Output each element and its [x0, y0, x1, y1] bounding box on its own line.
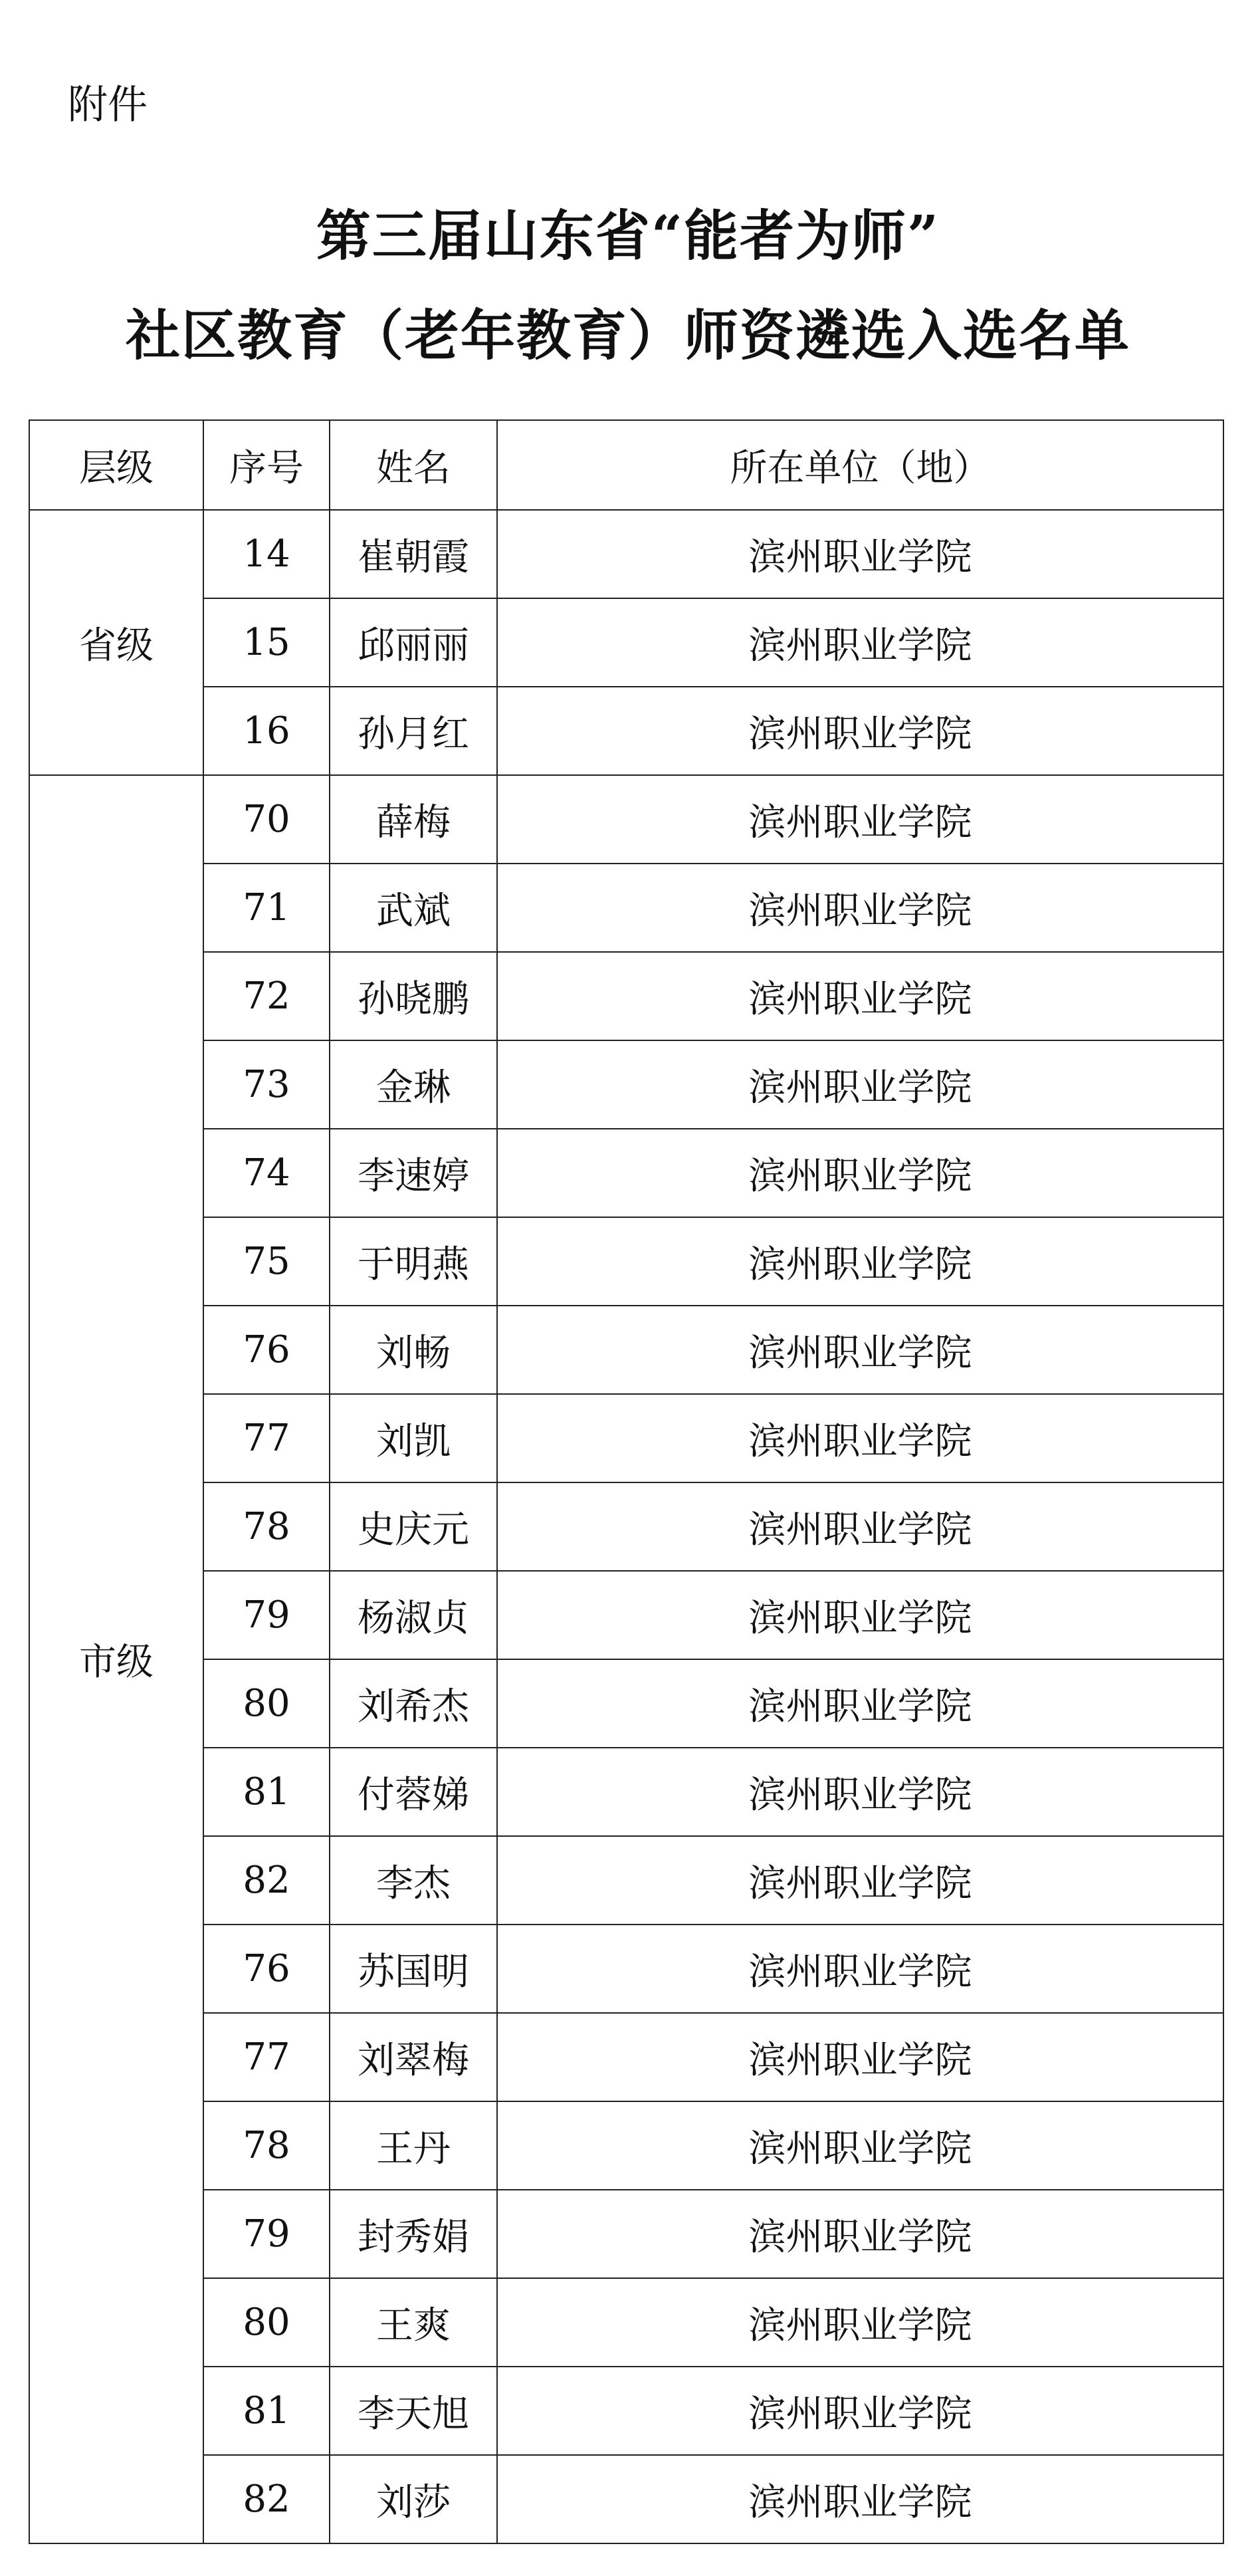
name-cell: 付蓉娣	[330, 1748, 497, 1836]
unit-cell: 滨州职业学院	[497, 510, 1223, 598]
unit-cell: 滨州职业学院	[497, 2367, 1223, 2455]
name-cell: 李杰	[330, 1836, 497, 1925]
unit-cell: 滨州职业学院	[497, 864, 1223, 952]
unit-cell: 滨州职业学院	[497, 775, 1223, 864]
seq-cell: 77	[203, 1394, 330, 1482]
seq-cell: 16	[203, 687, 330, 775]
table-row	[29, 864, 1223, 952]
table-row	[29, 1748, 1223, 1836]
unit-cell: 滨州职业学院	[497, 1659, 1223, 1748]
name-cell: 孙月红	[330, 687, 497, 775]
table-row	[29, 1040, 1223, 1129]
unit-cell: 滨州职业学院	[497, 598, 1223, 687]
table-row	[29, 1394, 1223, 1482]
header-unit: 所在单位（地）	[497, 420, 1223, 510]
seq-cell: 77	[203, 2013, 330, 2101]
name-cell: 刘凯	[330, 1394, 497, 1482]
table-row	[29, 1571, 1223, 1659]
seq-cell: 81	[203, 2367, 330, 2455]
seq-cell: 14	[203, 510, 330, 598]
header-name: 姓名	[330, 420, 497, 510]
seq-cell: 15	[203, 598, 330, 687]
level-cell: 市级	[29, 775, 203, 2543]
seq-cell: 76	[203, 1925, 330, 2013]
name-cell: 刘翠梅	[330, 2013, 497, 2101]
unit-cell: 滨州职业学院	[497, 2278, 1223, 2367]
seq-cell: 78	[203, 2101, 330, 2190]
unit-cell: 滨州职业学院	[497, 1306, 1223, 1394]
unit-cell: 滨州职业学院	[497, 2013, 1223, 2101]
seq-cell: 80	[203, 2278, 330, 2367]
name-cell: 刘莎	[330, 2455, 497, 2543]
unit-cell: 滨州职业学院	[497, 2190, 1223, 2278]
level-cell: 省级	[29, 510, 203, 775]
seq-cell: 79	[203, 2190, 330, 2278]
unit-cell: 滨州职业学院	[497, 1394, 1223, 1482]
table-row	[29, 598, 1223, 687]
table-row	[29, 2455, 1223, 2543]
table-row	[29, 1129, 1223, 1217]
unit-cell: 滨州职业学院	[497, 952, 1223, 1040]
unit-cell: 滨州职业学院	[497, 687, 1223, 775]
unit-cell: 滨州职业学院	[497, 2101, 1223, 2190]
roster-table	[29, 419, 1224, 2544]
table-row	[29, 1836, 1223, 1925]
seq-cell: 74	[203, 1129, 330, 1217]
document-title-line-1: 第三届山东省“能者为师”	[316, 204, 940, 268]
name-cell: 武斌	[330, 864, 497, 952]
table-row	[29, 2278, 1223, 2367]
seq-cell: 82	[203, 2455, 330, 2543]
unit-cell: 滨州职业学院	[497, 1836, 1223, 1925]
table-row	[29, 1659, 1223, 1748]
header-seq: 序号	[203, 420, 330, 510]
seq-cell: 76	[203, 1306, 330, 1394]
seq-cell: 82	[203, 1836, 330, 1925]
seq-cell: 71	[203, 864, 330, 952]
seq-cell: 73	[203, 1040, 330, 1129]
table-row	[29, 1306, 1223, 1394]
name-cell: 李速婷	[330, 1129, 497, 1217]
name-cell: 孙晓鹏	[330, 952, 497, 1040]
unit-cell: 滨州职业学院	[497, 1571, 1223, 1659]
seq-cell: 80	[203, 1659, 330, 1748]
name-cell: 崔朝霞	[330, 510, 497, 598]
unit-cell: 滨州职业学院	[497, 1129, 1223, 1217]
attachment-label: 附件	[68, 82, 148, 128]
table-row	[29, 687, 1223, 775]
seq-cell: 72	[203, 952, 330, 1040]
name-cell: 王爽	[330, 2278, 497, 2367]
name-cell: 苏国明	[330, 1925, 497, 2013]
table-row	[29, 2101, 1223, 2190]
name-cell: 李天旭	[330, 2367, 497, 2455]
seq-cell: 70	[203, 775, 330, 864]
unit-cell: 滨州职业学院	[497, 1925, 1223, 2013]
table-row	[29, 1482, 1223, 1571]
table-row	[29, 2013, 1223, 2101]
table-row	[29, 952, 1223, 1040]
unit-cell: 滨州职业学院	[497, 1217, 1223, 1306]
table-row	[29, 510, 1223, 598]
unit-cell: 滨州职业学院	[497, 1040, 1223, 1129]
table-row	[29, 2367, 1223, 2455]
name-cell: 王丹	[330, 2101, 497, 2190]
name-cell: 薛梅	[330, 775, 497, 864]
table-header-row	[29, 420, 1223, 510]
name-cell: 于明燕	[330, 1217, 497, 1306]
table-row	[29, 775, 1223, 864]
table-row	[29, 2190, 1223, 2278]
unit-cell: 滨州职业学院	[497, 1482, 1223, 1571]
seq-cell: 75	[203, 1217, 330, 1306]
seq-cell: 78	[203, 1482, 330, 1571]
document-title-line-2: 社区教育（老年教育）师资遴选入选名单	[125, 304, 1130, 368]
name-cell: 封秀娟	[330, 2190, 497, 2278]
name-cell: 金琳	[330, 1040, 497, 1129]
unit-cell: 滨州职业学院	[497, 2455, 1223, 2543]
seq-cell: 79	[203, 1571, 330, 1659]
header-level: 层级	[29, 420, 203, 510]
name-cell: 刘畅	[330, 1306, 497, 1394]
name-cell: 杨淑贞	[330, 1571, 497, 1659]
roster-body	[29, 510, 1223, 2543]
name-cell: 邱丽丽	[330, 598, 497, 687]
table-row	[29, 1217, 1223, 1306]
seq-cell: 81	[203, 1748, 330, 1836]
unit-cell: 滨州职业学院	[497, 1748, 1223, 1836]
table-row	[29, 1925, 1223, 2013]
name-cell: 史庆元	[330, 1482, 497, 1571]
name-cell: 刘希杰	[330, 1659, 497, 1748]
